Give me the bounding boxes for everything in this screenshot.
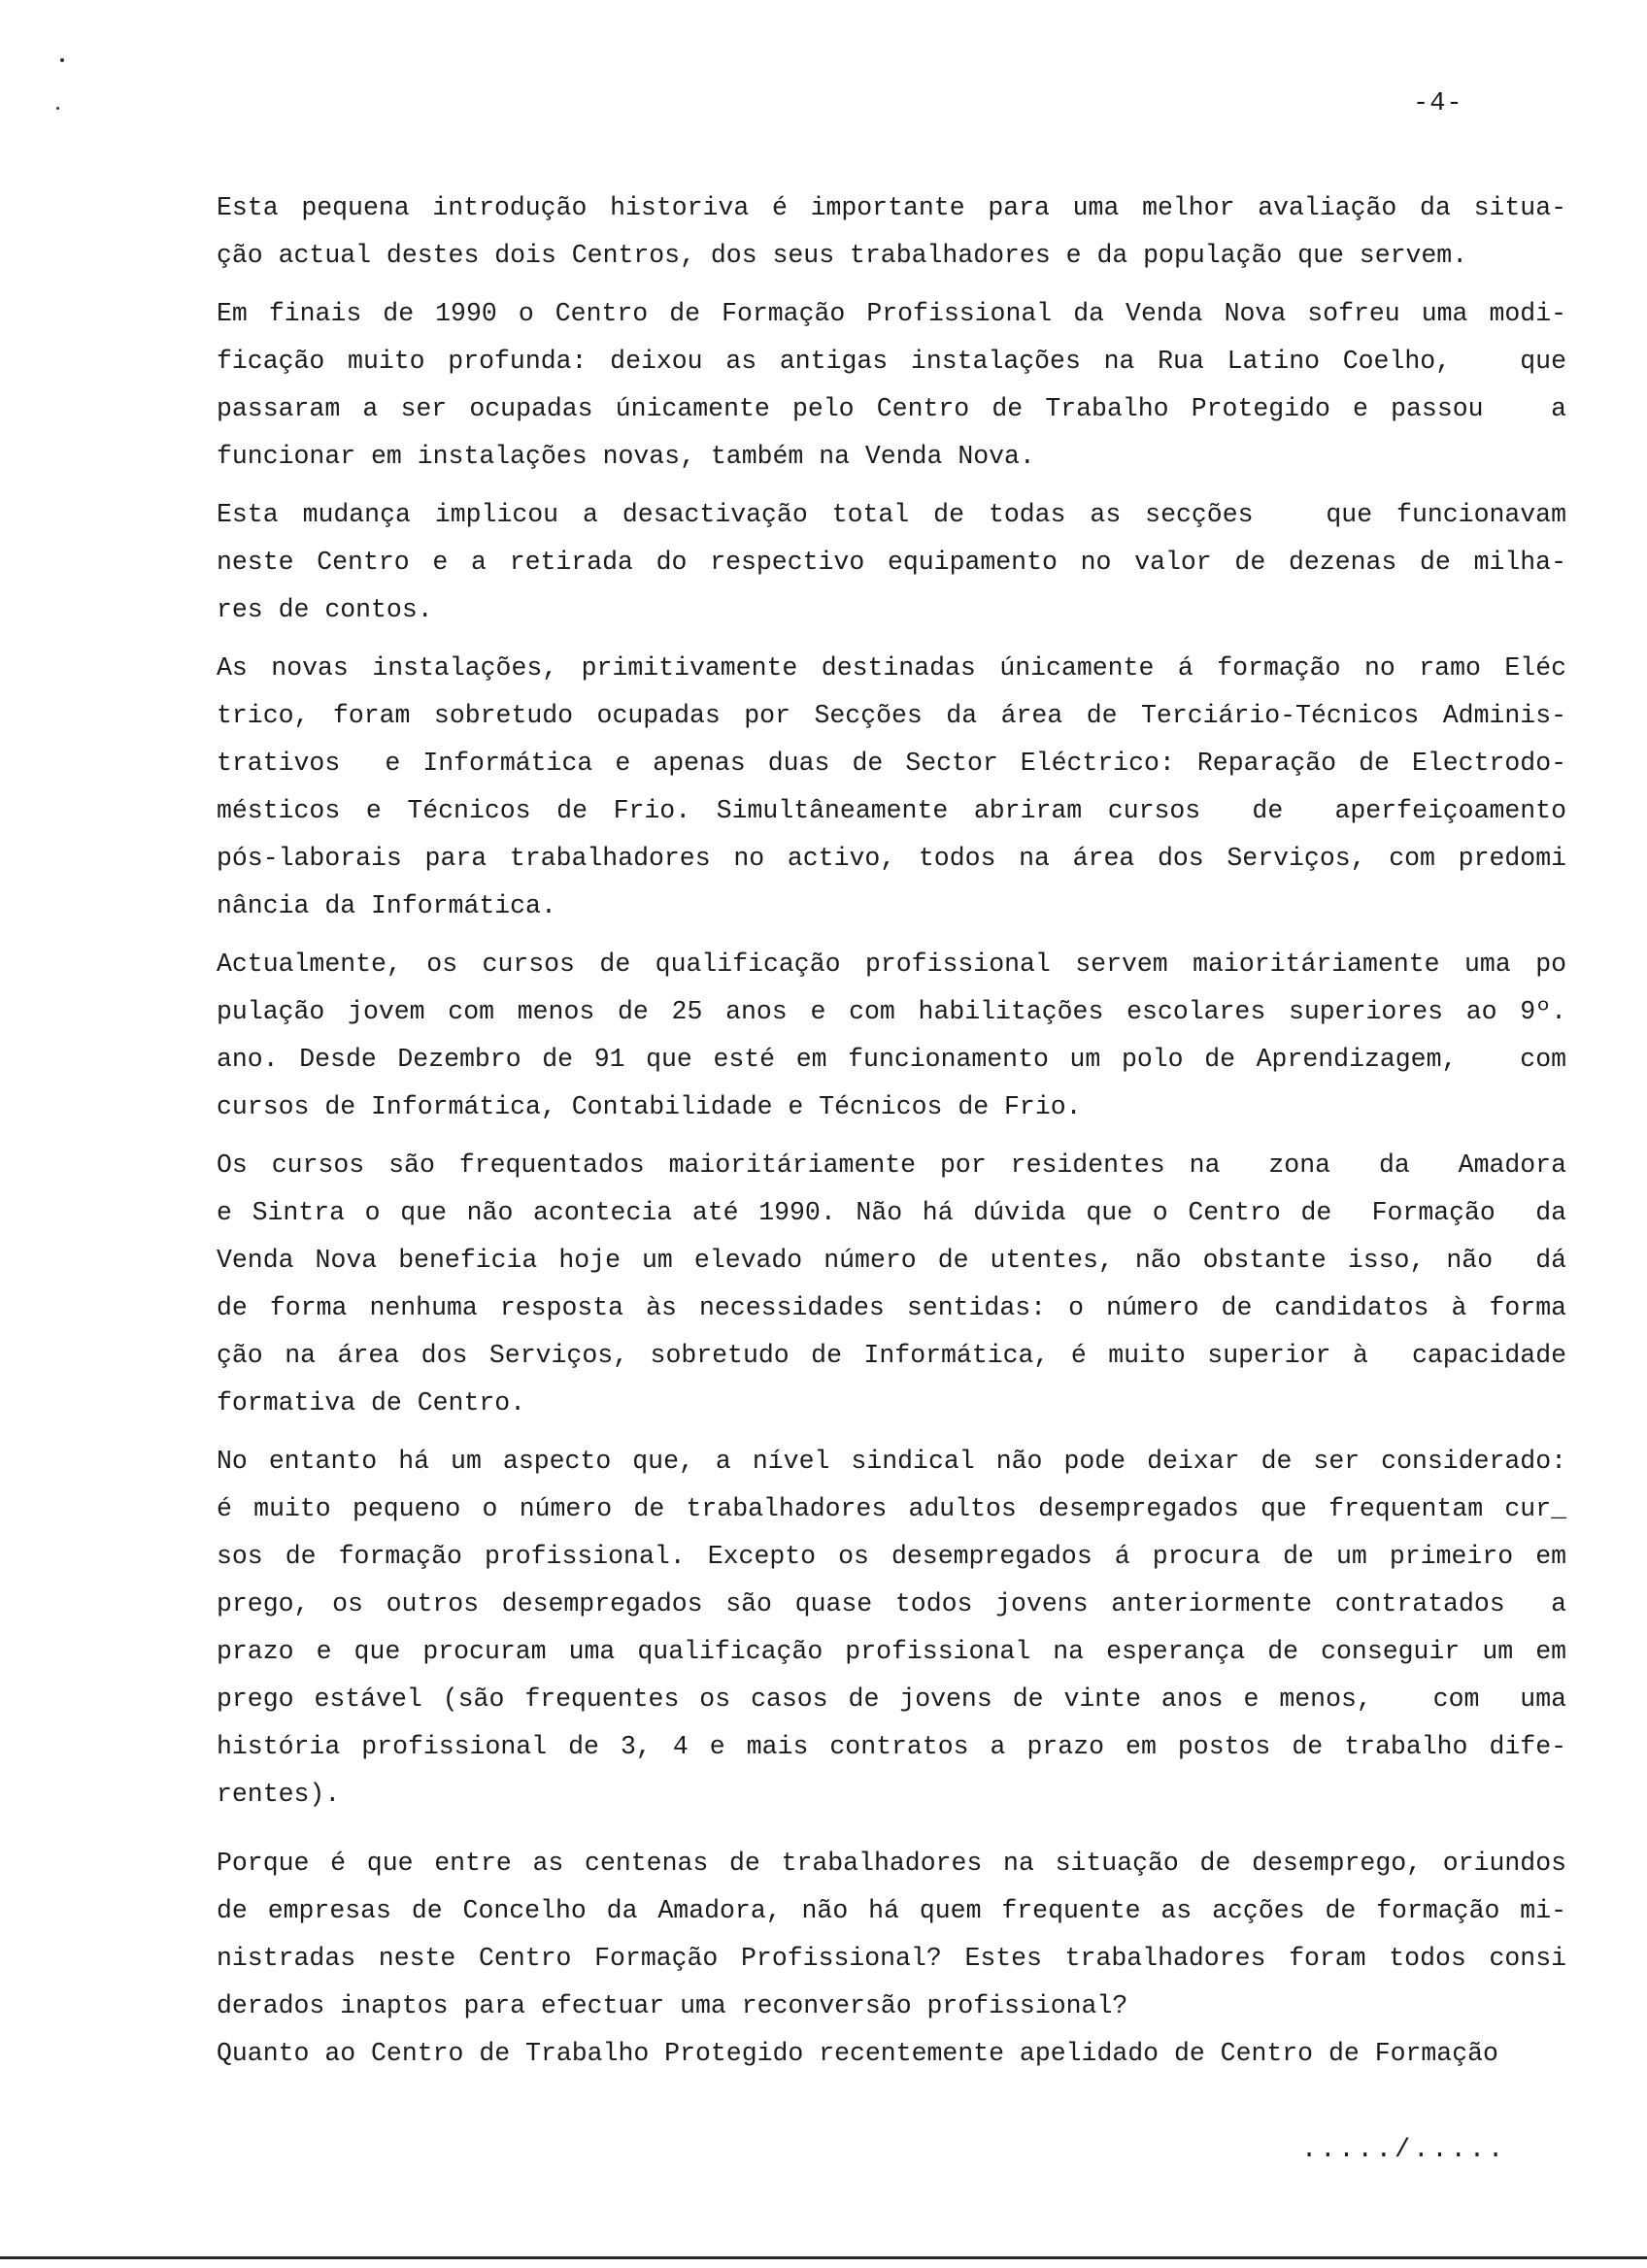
- text-line: de empresas de Concelho da Amadora, não há quem frequente as acções de formação mi-: [217, 1896, 1566, 1925]
- text-line: nância da Informática.: [217, 891, 556, 920]
- text-line: Em finais de 1990 o Centro de Formação Profissional da Venda Nova sofreu uma modi-: [217, 299, 1566, 328]
- text-line: de forma nenhuma resposta às necessidades sentidas: o número de candidatos à forma: [217, 1293, 1566, 1322]
- scan-speck: [56, 107, 59, 110]
- text-line: Venda Nova beneficia hoje um elevado número de utentes, não obstante isso, não dá: [217, 1246, 1566, 1275]
- text-line: No entanto há um aspecto que, a nível sindical não pode deixar de ser considerado:: [217, 1447, 1566, 1476]
- text-line: sos de formação profissional. Excepto os desempregados á procura de um primeiro em: [217, 1542, 1566, 1571]
- text-line: trico, foram sobretudo ocupadas por Secções da área de Terciário-Técnicos Adminis-: [217, 701, 1566, 730]
- text-line: pós-laborais para trabalhadores no activo, todos na área dos Serviços, com predomi: [217, 844, 1566, 873]
- text-line: Esta mudança implicou a desactivação total de todas as secções que funcionavam: [217, 500, 1566, 529]
- text-line: formativa de Centro.: [217, 1388, 526, 1418]
- text-line: funcionar em instalações novas, também na Venda Nova.: [217, 442, 1035, 471]
- body-text: [217, 184, 1566, 2078]
- text-line: As novas instalações, primitivamente destinadas únicamente á formação no ramo Eléc: [217, 653, 1566, 683]
- text-line: Actualmente, os cursos de qualificação profissional servem maioritáriamente uma po: [217, 950, 1566, 979]
- text-line: Esta pequena introdução historiva é importante para uma melhor avaliação da situa-: [217, 193, 1566, 222]
- text-line: cursos de Informática, Contabilidade e Técnicos de Frio.: [217, 1092, 1082, 1121]
- text-line: derados inaptos para efectuar uma reconversão profissional?: [217, 1991, 1128, 2020]
- paragraph: [217, 1142, 1566, 1427]
- text-line: passaram a ser ocupadas únicamente pelo Centro de Trabalho Protegido e passou a: [217, 394, 1566, 423]
- text-line: é muito pequeno o número de trabalhadores adultos desempregados que frequentam cur_: [217, 1494, 1566, 1523]
- continuation-mark: ...../.....: [1301, 2136, 1507, 2165]
- text-line: e Sintra o que não acontecia até 1990. Não há dúvida que o Centro de Formação da: [217, 1198, 1566, 1227]
- text-line: ficação muito profunda: deixou as antigas instalações na Rua Latino Coelho, que: [217, 347, 1566, 376]
- text-line: Quanto ao Centro de Trabalho Protegido recentemente apelidado de Centro de Formação: [217, 2039, 1498, 2068]
- text-line: ção actual destes dois Centros, dos seus trabalhadores e da população que servem.: [217, 241, 1468, 270]
- text-line: ano. Desde Dezembro de 91 que esté em funcionamento um polo de Aprendizagem, com: [217, 1045, 1566, 1074]
- paragraph: [217, 2030, 1566, 2078]
- paragraph: [217, 184, 1566, 280]
- text-line: história profissional de 3, 4 e mais contratos a prazo em postos de trabalho dife-: [217, 1732, 1566, 1761]
- text-line: trativos e Informática e apenas duas de Sector Eléctrico: Reparação de Electrodo-: [217, 749, 1566, 778]
- paragraph: [217, 941, 1566, 1131]
- text-line: Porque é que entre as centenas de trabalhadores na situação de desemprego, oriundos: [217, 1849, 1566, 1878]
- bottom-rule: [0, 2256, 1647, 2259]
- text-line: res de contos.: [217, 595, 433, 624]
- text-line: rentes).: [217, 1780, 341, 1809]
- text-line: Os cursos são frequentados maioritáriamente por residentes na zona da Amadora: [217, 1151, 1566, 1180]
- page-number: -4-: [1413, 89, 1463, 118]
- paragraph: [217, 491, 1566, 634]
- text-line: mésticos e Técnicos de Frio. Simultâneamente abriram cursos de aperfeiçoamento: [217, 796, 1566, 825]
- text-line: prego, os outros desempregados são quase todos jovens anteriormente contratados a: [217, 1589, 1566, 1618]
- paragraph: [217, 645, 1566, 930]
- text-line: prego estável (são frequentes os casos de jovens de vinte anos e menos, com uma: [217, 1684, 1566, 1714]
- text-line: pulação jovem com menos de 25 anos e com habilitações escolares superiores ao 9º.: [217, 997, 1566, 1026]
- paragraph: [217, 1840, 1566, 2030]
- text-line: prazo e que procuram uma qualificação profissional na esperança de conseguir um em: [217, 1637, 1566, 1666]
- scan-speck: [60, 58, 64, 62]
- text-line: nistradas neste Centro Formação Profissional? Estes trabalhadores foram todos consi: [217, 1944, 1566, 1973]
- text-line: neste Centro e a retirada do respectivo equipamento no valor de dezenas de milha-: [217, 548, 1566, 577]
- paragraph: [217, 1438, 1566, 1818]
- paragraph: [217, 290, 1566, 481]
- text-line: ção na área dos Serviços, sobretudo de Informática, é muito superior à capacidade: [217, 1341, 1566, 1370]
